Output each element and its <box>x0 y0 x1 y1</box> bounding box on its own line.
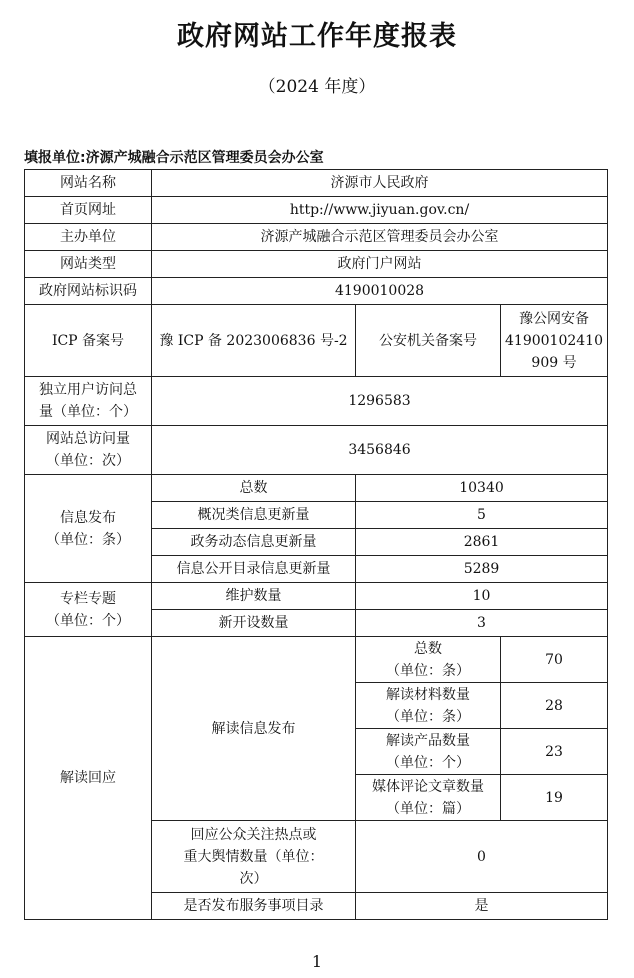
table-row <box>25 583 608 610</box>
columns-label: 专栏专题 （单位：个） <box>25 583 152 637</box>
sub-label: 总数 <box>152 475 356 502</box>
sub-value: 5 <box>356 502 608 529</box>
report-year: （2024 年度） <box>258 77 376 97</box>
row-label: 网站总访问量 （单位：次） <box>25 426 152 475</box>
hotspot-label: 回应公众关注热点或 重大舆情数量（单位： 次） <box>152 821 356 893</box>
table-row <box>25 197 608 224</box>
sub-label: 政务动态信息更新量 <box>152 529 356 556</box>
hotspot-value: 0 <box>356 821 608 893</box>
icp-value: 豫 ICP 备 2023006836 号-2 <box>152 305 356 377</box>
page-number: 1 <box>311 952 323 971</box>
table-row <box>25 170 608 197</box>
police-record-label: 公安机关备案号 <box>356 305 501 377</box>
sub-value: 28 <box>501 683 608 729</box>
service-label: 是否发布服务事项目录 <box>152 893 356 920</box>
sub-value: 19 <box>501 775 608 821</box>
sub-value: 70 <box>501 637 608 683</box>
sub-label: 概况类信息更新量 <box>152 502 356 529</box>
row-label: 政府网站标识码 <box>25 278 152 305</box>
sub-label: 信息公开目录信息更新量 <box>152 556 356 583</box>
sub-value: 10340 <box>356 475 608 502</box>
site-name-value: 济源市人民政府 <box>152 170 608 197</box>
row-label: 网站类型 <box>25 251 152 278</box>
response-label: 解读回应 <box>25 637 152 920</box>
table-row <box>25 637 608 683</box>
service-value: 是 <box>356 893 608 920</box>
table-row <box>25 278 608 305</box>
police-record-value: 豫公网安备 41900102410 909 号 <box>501 305 608 377</box>
row-label: 独立用户访问总 量（单位：个） <box>25 377 152 426</box>
table-row <box>25 251 608 278</box>
unique-visitors-value: 1296583 <box>152 377 608 426</box>
interpret-label: 解读信息发布 <box>152 637 356 821</box>
homepage-value: http://www.jiyuan.gov.cn/ <box>152 197 608 224</box>
site-type-value: 政府门户网站 <box>152 251 608 278</box>
site-id-value: 4190010028 <box>152 278 608 305</box>
table-row <box>25 475 608 502</box>
table-row <box>25 377 608 426</box>
table-row <box>25 305 608 377</box>
host-value: 济源产城融合示范区管理委员会办公室 <box>152 224 608 251</box>
sub-value: 5289 <box>356 556 608 583</box>
sub-value: 3 <box>356 610 608 637</box>
sub-label: 总数 （单位：条） <box>356 637 501 683</box>
sub-label: 媒体评论文章数量 （单位：篇） <box>356 775 501 821</box>
sub-value: 2861 <box>356 529 608 556</box>
info-publish-label: 信息发布 （单位：条） <box>25 475 152 583</box>
row-label: 网站名称 <box>25 170 152 197</box>
sub-label: 解读产品数量 （单位：个） <box>356 729 501 775</box>
row-label: 首页网址 <box>25 197 152 224</box>
row-label: 主办单位 <box>25 224 152 251</box>
table-row <box>25 426 608 475</box>
total-visits-value: 3456846 <box>152 426 608 475</box>
report-table <box>24 169 608 920</box>
sub-label: 解读材料数量 （单位：条） <box>356 683 501 729</box>
sub-label: 维护数量 <box>152 583 356 610</box>
sub-value: 23 <box>501 729 608 775</box>
filler-unit: 填报单位:济源产城融合示范区管理委员会办公室 <box>24 150 324 166</box>
table-row <box>25 224 608 251</box>
sub-value: 10 <box>356 583 608 610</box>
report-title: 政府网站工作年度报表 <box>177 21 457 52</box>
sub-label: 新开设数量 <box>152 610 356 637</box>
row-label: ICP 备案号 <box>25 305 152 377</box>
